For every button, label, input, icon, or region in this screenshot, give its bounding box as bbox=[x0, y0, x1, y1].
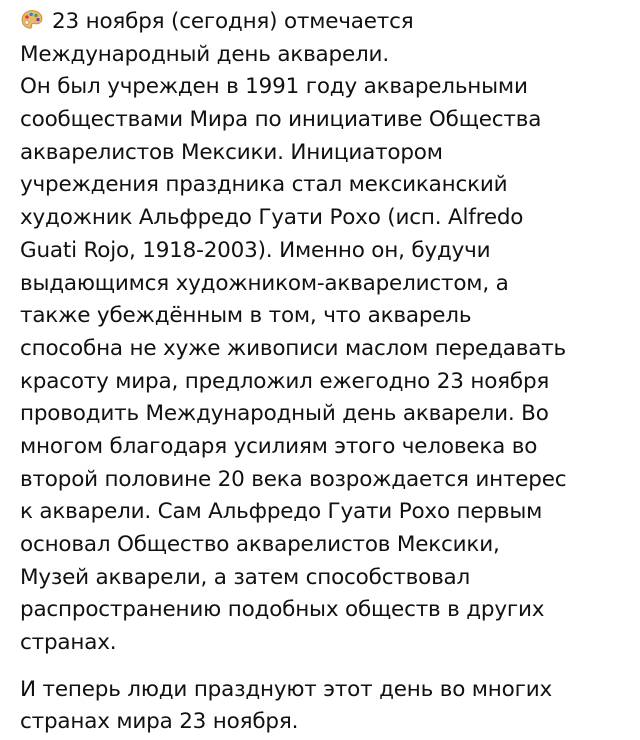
text-line: также убеждённым в том, что акварель bbox=[20, 303, 472, 329]
text-line: проводить Международный день акварели. Во bbox=[20, 401, 549, 427]
artist-palette-icon bbox=[20, 8, 44, 32]
text-line: основал Общество акварелистов Мексики, bbox=[20, 532, 500, 557]
text-line: Он был учрежден в 1991 году акварельными bbox=[20, 74, 528, 100]
text-line: второй половине 20 века возрождается интерес bbox=[20, 466, 567, 492]
paragraph-gap bbox=[20, 660, 628, 674]
text-line: учреждения праздника стал мексиканский bbox=[20, 172, 508, 198]
text-line: Guati Rojo, 1918-2003). Именно он, будучи bbox=[20, 237, 491, 263]
text-line: Международный день акварели. bbox=[20, 41, 389, 67]
text-line: распространению подобных обществ в других bbox=[20, 597, 545, 623]
text-line: странах мира 23 ноября. bbox=[20, 709, 299, 735]
text-line: И теперь люди празднуют этот день во многих bbox=[20, 676, 553, 702]
text-line: художник Альфредо Гуати Рохо (исп. Alfredo bbox=[20, 205, 524, 231]
text-line: выдающимся художником-акварелистом, а bbox=[20, 270, 509, 296]
text-line-content: 23 ноября (сегодня) отмечается bbox=[52, 9, 414, 34]
text-line bbox=[20, 6, 628, 39]
text-line: Музей акварели, а затем способствовал bbox=[20, 564, 471, 590]
post-text bbox=[20, 6, 628, 739]
text-line: странах. bbox=[20, 630, 117, 656]
text-line: к акварели. Сам Альфредо Гуати Рохо первым bbox=[20, 499, 543, 525]
text-line: акварелистов Мексики. Инициатором bbox=[20, 139, 443, 165]
text-line: красоту мира, предложил ежегодно 23 ноября bbox=[20, 368, 550, 394]
text-line: способна не хуже живописи маслом передавать bbox=[20, 335, 566, 361]
text-line: многом благодаря усилиям этого человека во bbox=[20, 433, 538, 459]
text-line: сообществами Мира по инициативе Общества bbox=[20, 107, 542, 133]
